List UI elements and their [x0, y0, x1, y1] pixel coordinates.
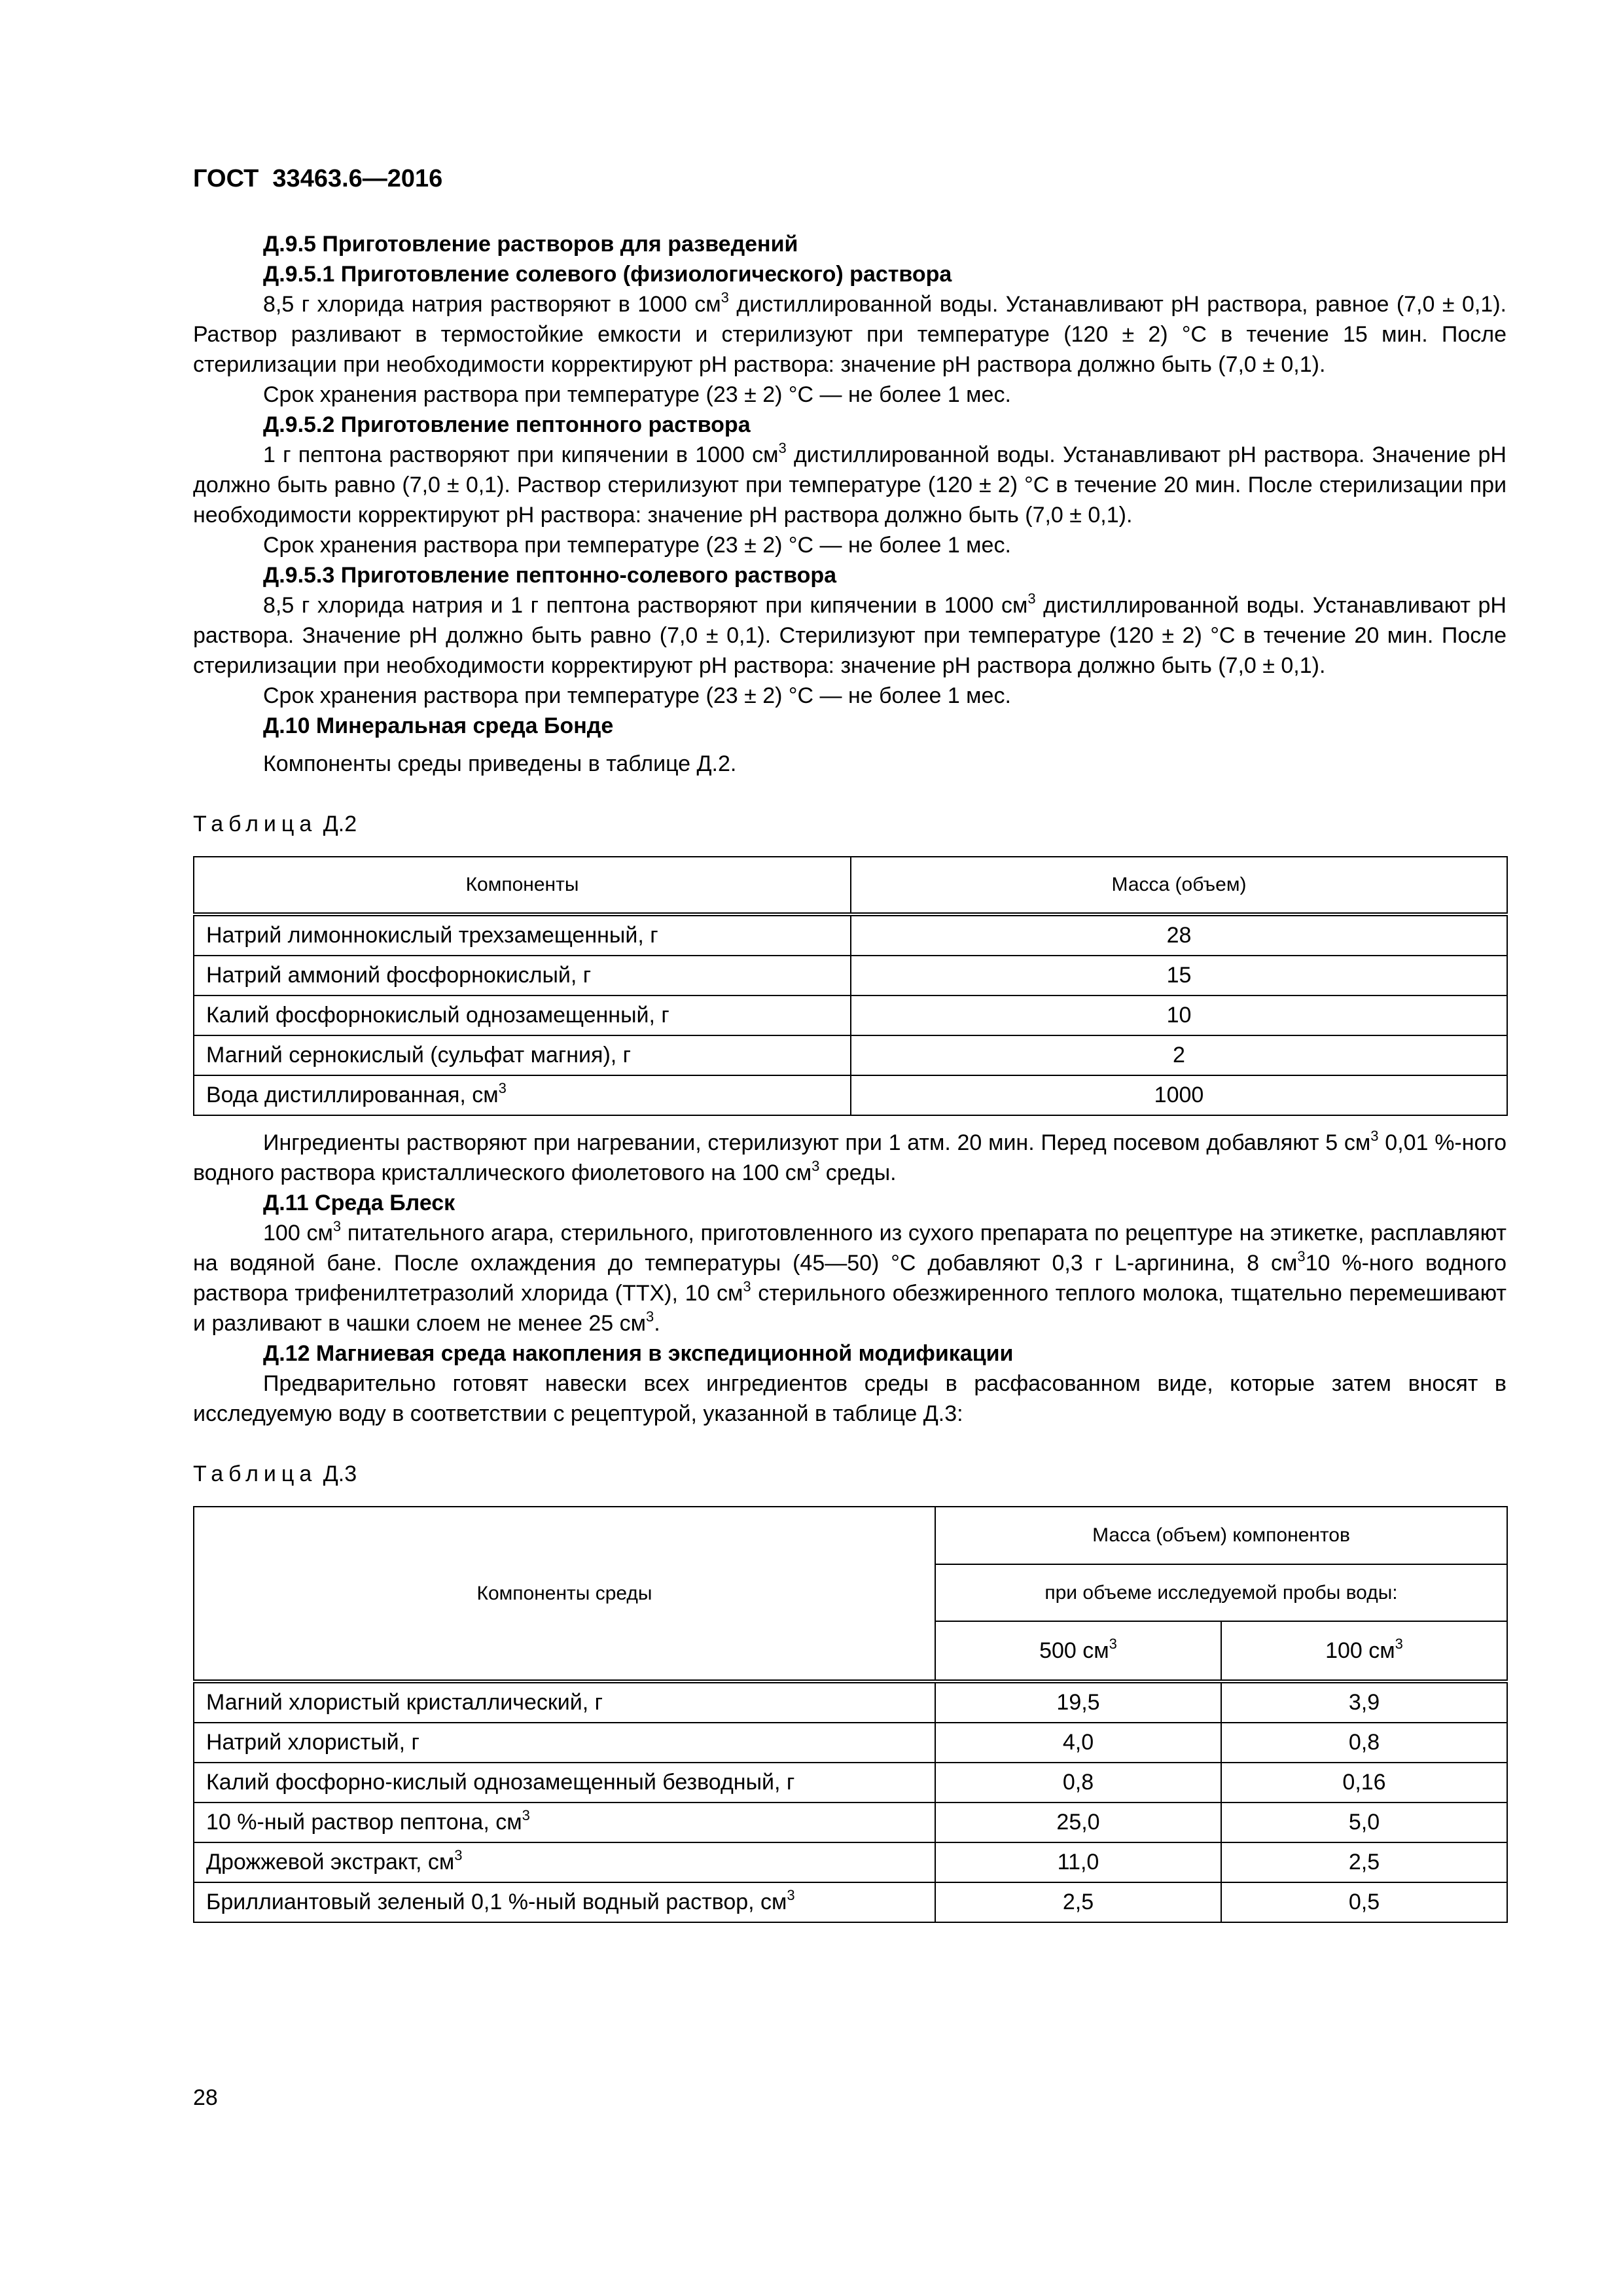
mass-value: 10 — [851, 996, 1507, 1035]
component-name-cell — [194, 1723, 935, 1763]
paragraph-d952 — [193, 440, 1507, 530]
value-500: 11,0 — [935, 1842, 1221, 1882]
superscript: 3 — [1370, 1128, 1379, 1144]
value-500: 19,5 — [935, 1681, 1221, 1723]
table-body — [194, 1681, 1507, 1922]
text: дистиллированной воды. Устанавливают pH раствора, равное (7,0 ± 0,1). Раствор разливают в термостойкие емкости и стерилизуют при температуре (120 ± 2) °С в течение 15 мин. После стерилизации при необходимости корректируют pH раствора: значение pH раствора должно быть (7,0 ± 0,1). — [193, 292, 1507, 377]
text: Ингредиенты растворяют при нагревании, стерилизуют при 1 атм. 20 мин. Перед посевом добавляют 5 см — [263, 1130, 1371, 1155]
table-d3 — [193, 1506, 1508, 1923]
section-title-d952: Д.9.5.2 Приготовление пептонного раствора — [263, 412, 751, 437]
section-title-d12: Д.12 Магниевая среда накопления в экспедиционной модификации — [263, 1341, 1014, 1366]
value-100: 5,0 — [1221, 1803, 1507, 1842]
component-name-cell — [194, 1882, 935, 1922]
text: дистиллированной воды. Устанавливают pH раствора. Значение pH должно быть равно (7,0 ± 0,1). Стерилизуют при температуре (120 ± 2) °С в течение 20 мин. После стерилизации при необходимости корректируют pH раствора: значение pH раствора должно быть (7,0 ± 0,1). — [193, 593, 1507, 678]
table-caption-d2 — [193, 809, 1507, 839]
component-name: Натрий аммоний фосфорнокислый, г — [206, 963, 592, 988]
component-name-cell — [194, 1803, 935, 1842]
value-100: 0,8 — [1221, 1723, 1507, 1763]
value-100: 3,9 — [1221, 1681, 1507, 1723]
column-header-volume: при объеме исследуемой пробы воды: — [935, 1564, 1507, 1621]
superscript: 3 — [1395, 1635, 1403, 1652]
table-row — [194, 996, 1507, 1035]
paragraph-d10-after — [193, 1128, 1507, 1188]
value-500: 4,0 — [935, 1723, 1221, 1763]
paragraph-d12-intro: Предварительно готовят навески всех ингредиентов среды в расфасованном виде, которые затем вносят в исследуемую воду в соответствии с рецептурой, указанной в таблице Д.3: — [193, 1371, 1507, 1426]
component-name: Дрожжевой экстракт, см — [206, 1850, 455, 1874]
superscript: 3 — [743, 1278, 751, 1295]
component-name: 10 %-ный раствор пептона, см — [206, 1810, 522, 1835]
table-header-row — [194, 1507, 1507, 1564]
text: 1 г пептона растворяют при кипячении в 1000 см — [263, 442, 779, 467]
superscript: 3 — [1297, 1248, 1306, 1265]
storage-note-d952: Срок хранения раствора при температуре (23 ± 2) °С — не более 1 мес. — [263, 533, 1011, 558]
component-name: Натрий лимоннокислый трехзамещенный, г — [206, 923, 658, 948]
storage-note-d951: Срок хранения раствора при температуре (23 ± 2) °С — не более 1 мес. — [263, 382, 1011, 407]
superscript: 3 — [645, 1308, 654, 1325]
mass-value: 28 — [851, 914, 1507, 956]
column-header-mass: Масса (объем) компонентов — [935, 1507, 1507, 1564]
text: 8,5 г хлорида натрия растворяют в 1000 см — [263, 292, 721, 317]
paragraph-d11 — [193, 1218, 1507, 1338]
table-row — [194, 1075, 1507, 1115]
superscript: 3 — [787, 1887, 795, 1903]
document-id-header: ГОСТ 33463.6—2016 — [193, 165, 443, 192]
component-name-cell — [194, 1763, 935, 1803]
section-title-d10: Д.10 Минеральная среда Бонде — [263, 713, 614, 738]
table-row — [194, 956, 1507, 996]
paragraph-d951 — [193, 289, 1507, 380]
superscript: 3 — [812, 1158, 820, 1174]
table-row — [194, 1723, 1507, 1763]
paragraph-d10-intro: Компоненты среды приведены в таблице Д.2. — [263, 751, 737, 776]
table-caption-id: Д.2 — [323, 812, 357, 836]
table-row — [194, 1842, 1507, 1882]
text: 8,5 г хлорида натрия и 1 г пептона растворяют при кипячении в 1000 см — [263, 593, 1028, 618]
page-content — [193, 229, 1507, 1923]
superscript: 3 — [332, 1218, 342, 1234]
superscript: 3 — [498, 1080, 507, 1096]
text: питательного агара, стерильного, приготовленного из сухого препарата по рецептуре на этикетке, расплавляют на водяной бане. После охлаждения до температуры (45—50) °С добавляют 0,3 г L-аргинина, 8 см — [193, 1221, 1507, 1276]
value-500: 2,5 — [935, 1882, 1221, 1922]
table-row — [194, 1035, 1507, 1075]
component-name-cell — [194, 956, 851, 996]
value-100: 2,5 — [1221, 1842, 1507, 1882]
value-500: 25,0 — [935, 1803, 1221, 1842]
table-row — [194, 1763, 1507, 1803]
table-d2 — [193, 856, 1508, 1116]
text: 0,01 %-ного водного раствора кристаллического фиолетового на 100 см — [193, 1130, 1507, 1185]
table-row — [194, 1803, 1507, 1842]
superscript: 3 — [721, 289, 729, 306]
text: стерильного обезжиренного теплого молока, тщательно перемешивают и разливают в чашки слоем не менее 25 см — [193, 1281, 1507, 1336]
table-caption-id: Д.3 — [323, 1462, 357, 1486]
text: 100 см — [263, 1221, 333, 1246]
component-name: Натрий хлористый, г — [206, 1730, 419, 1755]
paragraph-d953 — [193, 590, 1507, 681]
superscript: 3 — [1027, 590, 1036, 607]
value-500: 0,8 — [935, 1763, 1221, 1803]
text: дистиллированной воды. Устанавливают pH раствора. Значение pH должно быть равно (7,0 ± 0,1). Раствор стерилизуют при температуре (120 ± 2) °С в течение 20 мин. После стерилизации при необходимости корректируют pH раствора: значение pH раствора должно быть (7,0 ± 0,1). — [193, 442, 1507, 528]
component-name: Калий фосфорнокислый однозамещенный, г — [206, 1003, 669, 1028]
section-title-d953: Д.9.5.3 Приготовление пептонно-солевого раствора — [263, 563, 837, 588]
value-100: 0,16 — [1221, 1763, 1507, 1803]
component-name-cell — [194, 914, 851, 956]
text: 100 см — [1325, 1638, 1395, 1663]
section-title-d11: Д.11 Среда Блеск — [263, 1191, 455, 1215]
mass-value: 2 — [851, 1035, 1507, 1075]
component-name-cell — [194, 1075, 851, 1115]
component-name-cell — [194, 996, 851, 1035]
component-name: Калий фосфорно-кислый однозамещенный безводный, г — [206, 1770, 795, 1795]
text: 500 см — [1039, 1638, 1109, 1663]
component-name-cell — [194, 1035, 851, 1075]
section-title-d951: Д.9.5.1 Приготовление солевого (физиологического) раствора — [263, 262, 952, 287]
text: . — [654, 1311, 660, 1336]
component-name-cell — [194, 1842, 935, 1882]
column-header-100 — [1221, 1621, 1507, 1681]
table-body — [194, 914, 1507, 1115]
component-name: Бриллиантовый зеленый 0,1 %-ный водный раствор, см — [206, 1890, 787, 1914]
table-row — [194, 1882, 1507, 1922]
table-caption-word: Таблица — [193, 812, 317, 836]
table-row — [194, 914, 1507, 956]
column-header-500 — [935, 1621, 1221, 1681]
component-name-cell — [194, 1681, 935, 1723]
column-header-mass: Масса (объем) — [851, 857, 1507, 914]
text: среды. — [819, 1160, 897, 1185]
mass-value: 1000 — [851, 1075, 1507, 1115]
component-name: Магний хлористый кристаллический, г — [206, 1690, 603, 1715]
column-header-components: Компоненты — [194, 857, 851, 914]
table-header-row — [194, 857, 1507, 914]
table-caption-d3 — [193, 1459, 1507, 1489]
component-name: Магний сернокислый (сульфат магния), г — [206, 1043, 632, 1067]
column-header-components: Компоненты среды — [194, 1507, 935, 1681]
mass-value: 15 — [851, 956, 1507, 996]
superscript: 3 — [778, 440, 787, 456]
component-name: Вода дистиллированная, см — [206, 1083, 499, 1107]
superscript: 3 — [1109, 1635, 1117, 1652]
superscript: 3 — [454, 1847, 463, 1863]
table-row — [194, 1681, 1507, 1723]
superscript: 3 — [522, 1807, 530, 1823]
section-title-d95: Д.9.5 Приготовление растворов для разведений — [263, 232, 798, 257]
value-100: 0,5 — [1221, 1882, 1507, 1922]
page-number: 28 — [193, 2085, 218, 2110]
text: 10 %-ного водного раствора трифенилтетразолий хлорида (ТТХ), 10 см — [193, 1251, 1507, 1306]
storage-note-d953: Срок хранения раствора при температуре (23 ± 2) °С — не более 1 мес. — [263, 683, 1011, 708]
table-caption-word: Таблица — [193, 1462, 317, 1486]
